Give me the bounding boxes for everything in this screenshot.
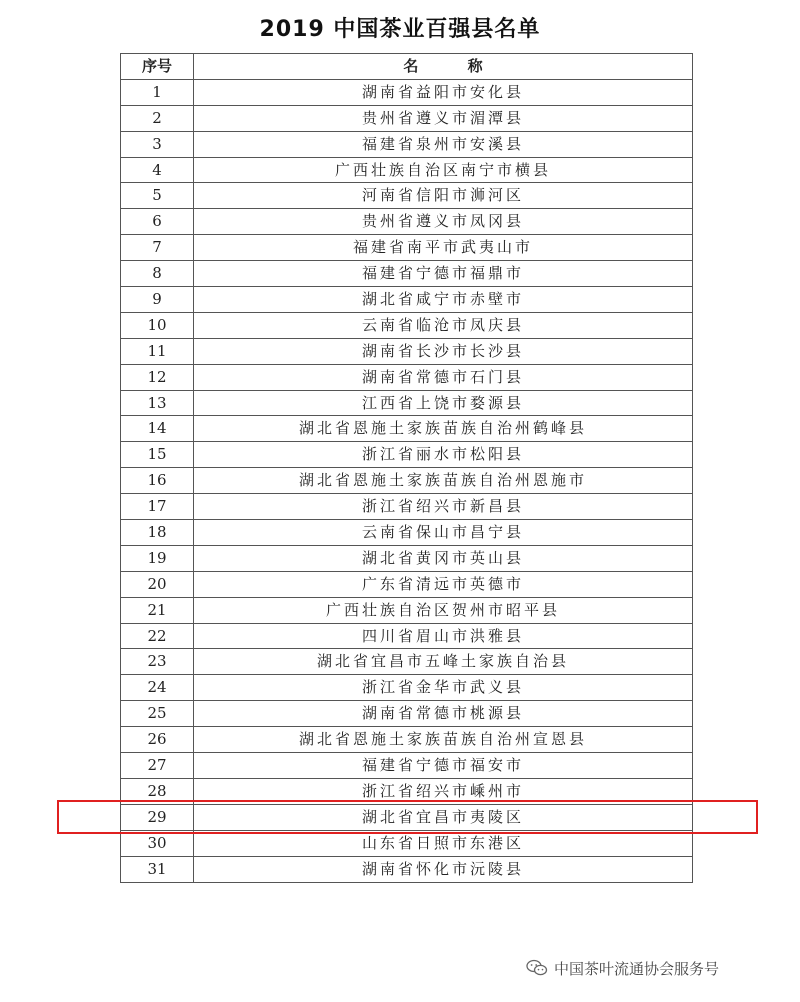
cell-county-name: 湖南省益阳市安化县 [194,79,693,105]
table-row [121,727,693,753]
cell-serial-number: 2 [121,105,194,131]
cell-county-name: 广西壮族自治区南宁市横县 [194,157,693,183]
table-row [121,183,693,209]
cell-serial-number: 10 [121,312,194,338]
table-row [121,157,693,183]
table-row [121,545,693,571]
table-row [121,597,693,623]
wechat-icon [526,959,548,977]
highlight-box [57,800,758,834]
table-row [121,753,693,779]
cell-serial-number: 28 [121,778,194,804]
cell-county-name: 湖北省黄冈市英山县 [194,545,693,571]
cell-county-name: 云南省临沧市凤庆县 [194,312,693,338]
table-body [121,79,693,882]
cell-serial-number: 24 [121,675,194,701]
cell-serial-number: 9 [121,287,194,313]
cell-serial-number: 26 [121,727,194,753]
cell-serial-number: 29 [121,804,194,830]
cell-county-name: 湖北省宜昌市五峰土家族自治县 [194,649,693,675]
table-row [121,364,693,390]
cell-serial-number: 20 [121,571,194,597]
cell-serial-number: 8 [121,261,194,287]
cell-serial-number: 19 [121,545,194,571]
table-row [121,675,693,701]
cell-serial-number: 5 [121,183,194,209]
table-row [121,649,693,675]
cell-county-name: 福建省宁德市福安市 [194,753,693,779]
cell-county-name: 云南省保山市昌宁县 [194,520,693,546]
cell-county-name: 广东省清远市英德市 [194,571,693,597]
table-row [121,338,693,364]
cell-county-name: 浙江省绍兴市嵊州市 [194,778,693,804]
cell-serial-number: 30 [121,830,194,856]
cell-serial-number: 25 [121,701,194,727]
cell-county-name: 湖南省怀化市沅陵县 [194,856,693,882]
table-row [121,261,693,287]
table-row [121,131,693,157]
watermark [526,958,786,978]
cell-serial-number: 11 [121,338,194,364]
table-row [121,520,693,546]
table-row [121,701,693,727]
table-row [121,623,693,649]
table-row [121,235,693,261]
table-row [121,209,693,235]
cell-county-name: 福建省南平市武夷山市 [194,235,693,261]
cell-county-name: 贵州省遵义市湄潭县 [194,105,693,131]
watermark-text: 中国茶叶流通协会服务号 [554,959,720,978]
cell-serial-number: 21 [121,597,194,623]
table-row [121,856,693,882]
cell-county-name: 湖北省咸宁市赤壁市 [194,287,693,313]
table-row [121,494,693,520]
cell-county-name: 湖北省宜昌市夷陵区 [194,804,693,830]
table-row [121,287,693,313]
cell-county-name: 浙江省丽水市松阳县 [194,442,693,468]
table-row [121,442,693,468]
cell-county-name: 湖北省恩施土家族苗族自治州宣恩县 [194,727,693,753]
cell-serial-number: 1 [121,79,194,105]
table-row [121,79,693,105]
county-list-table [120,53,693,883]
cell-county-name: 山东省日照市东港区 [194,830,693,856]
cell-serial-number: 14 [121,416,194,442]
cell-county-name: 江西省上饶市婺源县 [194,390,693,416]
cell-serial-number: 31 [121,856,194,882]
cell-county-name: 湖南省常德市桃源县 [194,701,693,727]
cell-serial-number: 15 [121,442,194,468]
table-row [121,416,693,442]
table-row [121,390,693,416]
cell-county-name: 四川省眉山市洪雅县 [194,623,693,649]
header-serial-number: 序号 [121,54,194,80]
cell-serial-number: 6 [121,209,194,235]
cell-serial-number: 17 [121,494,194,520]
cell-county-name: 湖南省长沙市长沙县 [194,338,693,364]
cell-serial-number: 27 [121,753,194,779]
cell-county-name: 福建省泉州市安溪县 [194,131,693,157]
cell-serial-number: 3 [121,131,194,157]
cell-serial-number: 16 [121,468,194,494]
cell-county-name: 浙江省绍兴市新昌县 [194,494,693,520]
cell-county-name: 广西壮族自治区贺州市昭平县 [194,597,693,623]
table-row [121,312,693,338]
cell-serial-number: 23 [121,649,194,675]
cell-county-name: 福建省宁德市福鼎市 [194,261,693,287]
cell-county-name: 湖南省常德市石门县 [194,364,693,390]
cell-serial-number: 12 [121,364,194,390]
cell-county-name: 浙江省金华市武义县 [194,675,693,701]
table-row [121,105,693,131]
cell-county-name: 河南省信阳市浉河区 [194,183,693,209]
cell-county-name: 湖北省恩施土家族苗族自治州鹤峰县 [194,416,693,442]
header-name: 名 称 [194,54,693,80]
document-title: 2019 中国茶业百强县名单 [259,17,541,42]
table-row [121,468,693,494]
cell-serial-number: 22 [121,623,194,649]
cell-serial-number: 4 [121,157,194,183]
cell-serial-number: 7 [121,235,194,261]
cell-county-name: 湖北省恩施土家族苗族自治州恩施市 [194,468,693,494]
cell-county-name: 贵州省遵义市凤冈县 [194,209,693,235]
table-row [121,571,693,597]
cell-serial-number: 13 [121,390,194,416]
cell-serial-number: 18 [121,520,194,546]
table-header-row [121,54,693,80]
